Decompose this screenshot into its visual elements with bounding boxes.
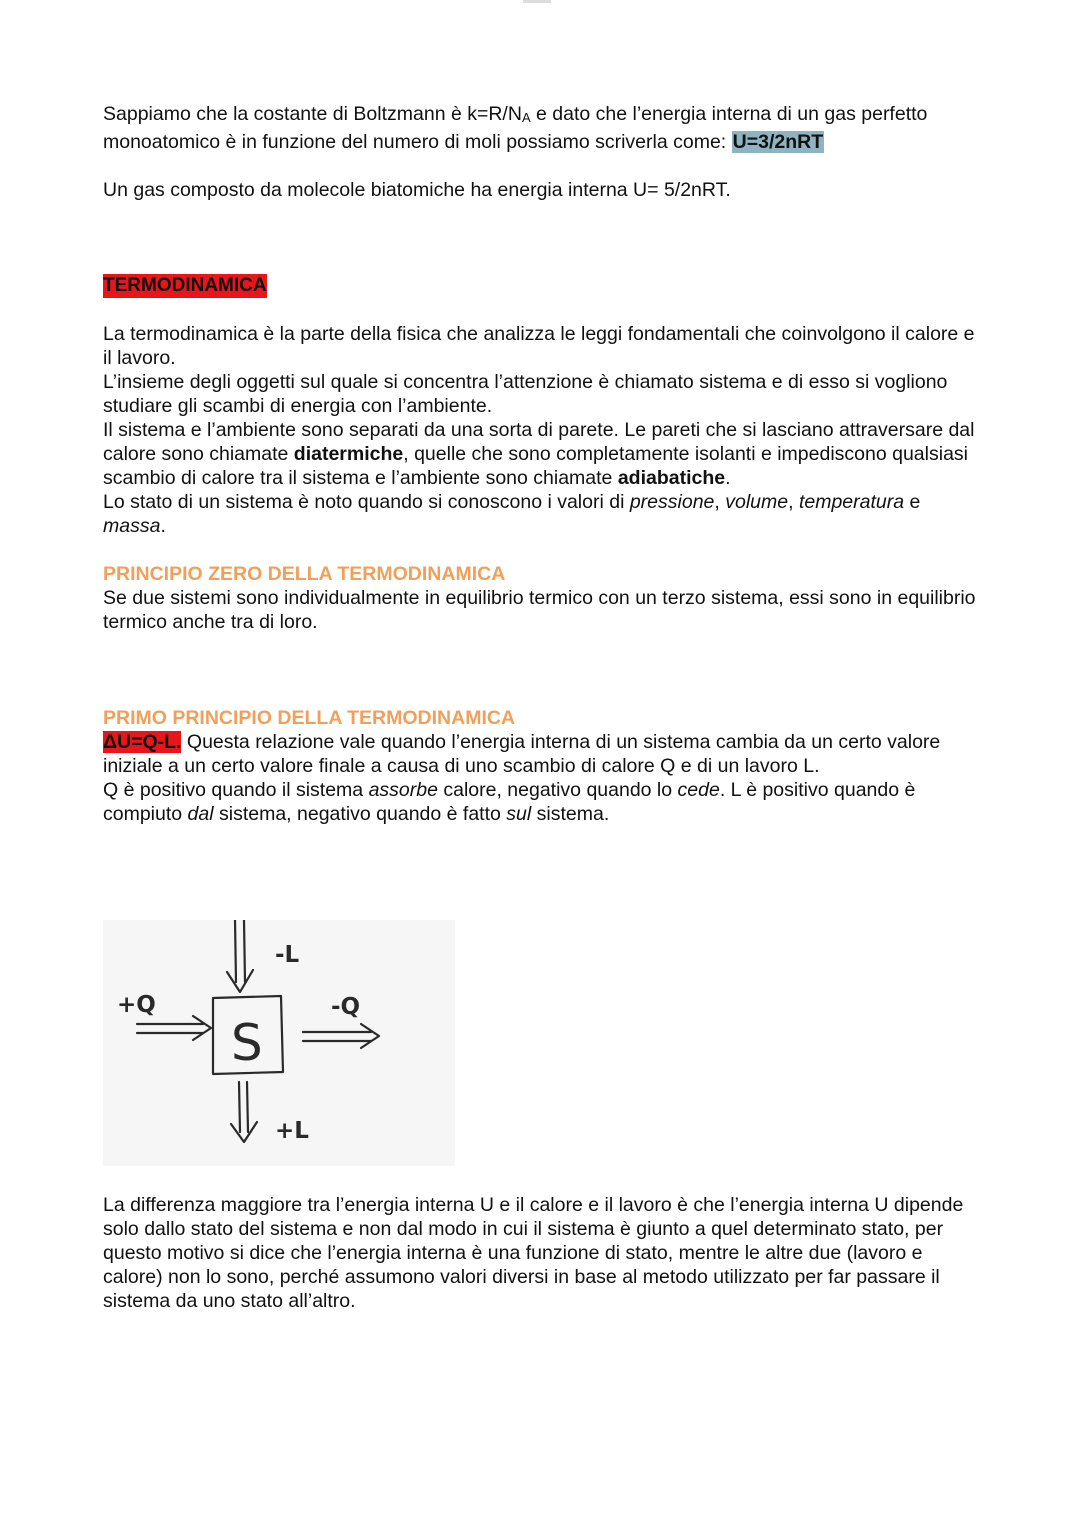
primo-t2-d: sistema, negativo quando è fatto <box>213 803 507 825</box>
adiabatiche-term: adiabatiche <box>617 467 726 489</box>
termo-paragraph-1: La termodinamica è la parte della fisica che analizza le leggi fondamentali che coinvolgono il calore e il lavoro. <box>103 323 975 369</box>
conclusion-section <box>103 1193 983 1313</box>
sul-term: sul <box>506 803 532 825</box>
monoatomic-formula-highlight: U=3/2nRT <box>732 131 824 153</box>
plus-q-label: +Q <box>117 992 156 1018</box>
primo-t2-a: Q è positivo quando il sistema <box>103 779 369 801</box>
primo-principio-paragraph-1 <box>103 730 983 778</box>
termodinamica-heading: TERMODINAMICA <box>103 275 267 296</box>
system-label: S <box>231 1014 263 1072</box>
sep-2: , <box>788 491 799 513</box>
intro-text-b: e dato che l’energia interna di un gas perfetto monoatomico è in funzione del numero di moli possiamo scriverla come: <box>103 103 928 153</box>
primo-t1: Questa relazione vale quando l’energia interna di un sistema cambia da un certo valore iniziale a un certo valore finale a causa di uno scambio di calore Q e di un lavoro L. <box>103 731 941 777</box>
intro-paragraph <box>103 102 983 154</box>
minus-l-arrow-icon <box>227 920 253 992</box>
conclusion-paragraph: La differenza maggiore tra l’energia interna U e il calore e il lavoro è che l’energia interna U dipende solo dallo stato del sistema e non dal modo in cui il sistema è giunto a quel determinato stato, per questo motivo si dice che l’energia interna è una funzione di stato, mentre le altre due (lavoro e calore) non lo sono, perché assumono valori diversi in base al metodo utilizzato per far passare il sistema da uno stato all’altro. <box>103 1194 964 1312</box>
sep-1: , <box>714 491 726 513</box>
termo-paragraph-3 <box>103 418 983 490</box>
pressione-term: pressione <box>629 491 715 513</box>
massa-term: massa <box>103 515 161 537</box>
plus-q-arrow-icon <box>137 1016 211 1040</box>
plus-l-label: +L <box>275 1118 309 1144</box>
plus-l-arrow-icon <box>231 1082 257 1142</box>
document-body <box>103 102 983 826</box>
primo-principio-paragraph-2 <box>103 778 983 826</box>
first-law-formula-highlight: ΔU=Q-L. <box>103 731 182 753</box>
cede-term: cede <box>677 779 720 801</box>
primo-principio-heading: PRIMO PRINCIPIO DELLA TERMODINAMICA <box>103 707 516 729</box>
termo-p3-a: Il sistema e l’ambiente sono separati da una sorta di parete. Le pareti che si lasciano attraversare dal calore sono chiamate <box>103 419 975 465</box>
termo-paragraph-2: L’insieme degli oggetti sul quale si concentra l’attenzione è chiamato sistema e di esso si vogliono studiare gli scambi di energia con l’ambiente. <box>103 371 948 417</box>
page-top-mark <box>523 0 551 3</box>
sep-3: e <box>904 491 921 513</box>
principio-zero-section <box>103 562 983 634</box>
minus-q-label: -Q <box>331 994 361 1020</box>
diatermiche-term: diatermiche <box>293 443 404 465</box>
principio-zero-heading: PRINCIPIO ZERO DELLA TERMODINAMICA <box>103 563 506 585</box>
minus-q-arrow-icon <box>303 1024 379 1048</box>
primo-t2-b: calore, negativo quando lo <box>437 779 678 801</box>
minus-l-label: -L <box>275 942 300 968</box>
volume-term: volume <box>725 491 789 513</box>
avogadro-subscript: A <box>521 110 531 125</box>
termodinamica-section <box>103 274 983 538</box>
primo-t2-e: sistema. <box>531 803 610 825</box>
primo-t2-c: . L è positivo quando è compiuto <box>103 779 916 825</box>
sep-end: . <box>160 515 166 537</box>
assorbe-term: assorbe <box>368 779 438 801</box>
system-exchange-diagram <box>103 920 455 1166</box>
temperatura-term: temperatura <box>798 491 905 513</box>
primo-principio-section <box>103 706 983 826</box>
biatomic-paragraph: Un gas composto da molecole biatomiche ha energia interna U= 5/2nRT. <box>103 179 731 201</box>
termo-p3-c: , quelle che sono completamente isolanti e impediscono qualsiasi scambio di calore tra il sistema e l’ambiente sono chiamate <box>103 443 968 489</box>
principio-zero-text: Se due sistemi sono individualmente in equilibrio termico con un terzo sistema, essi sono in equilibrio termico anche tra di loro. <box>103 587 976 633</box>
intro-text-a: Sappiamo che la costante di Boltzmann è k=R/N <box>103 103 522 125</box>
termo-p3-d: . <box>725 467 731 489</box>
dal-term: dal <box>187 803 214 825</box>
diagram-svg <box>103 920 455 1166</box>
termo-p4-a: Lo stato di un sistema è noto quando si conoscono i valori di <box>103 491 630 513</box>
termo-paragraph-4 <box>103 490 983 538</box>
